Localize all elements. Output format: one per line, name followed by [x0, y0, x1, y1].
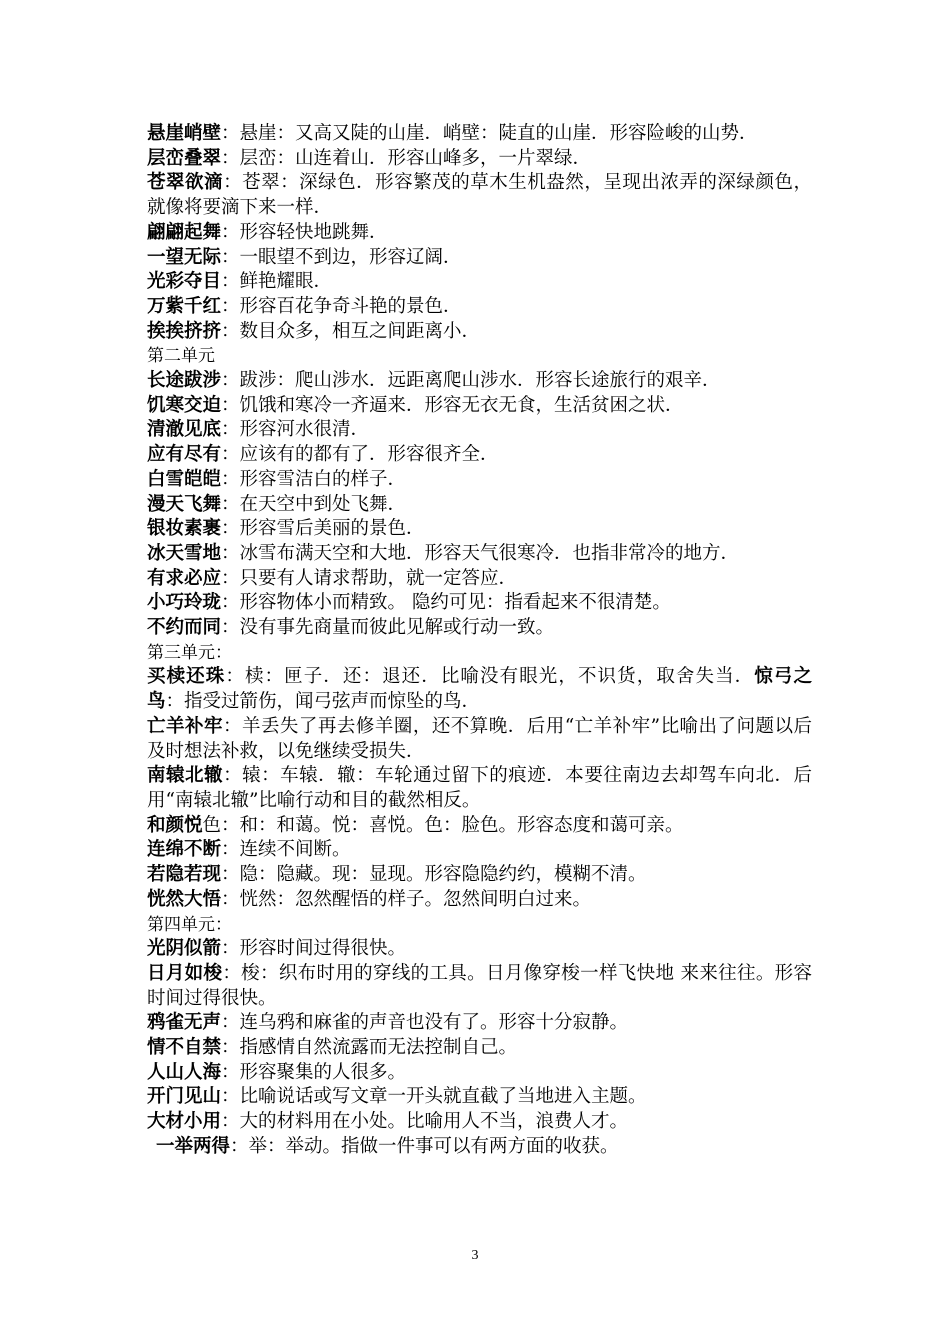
idiom-term: 小巧玲珑	[147, 592, 222, 614]
unit-heading: 第二单元	[147, 346, 215, 367]
idiom-entry	[147, 715, 812, 764]
idiom-term: 光阴似箭	[147, 938, 222, 960]
separator: ：	[221, 493, 240, 515]
idiom-term: 银妆素裹	[147, 518, 222, 540]
idiom-term: 连绵不断	[147, 839, 222, 861]
idiom-definition: 指受过箭伤，闻弓弦声而惊坠的鸟．	[184, 691, 481, 713]
idiom-definition: 恍然：忽然醒悟的样子。忽然间明白过来。	[239, 888, 592, 910]
idiom-definition: 跋涉：爬山涉水．远距离爬山涉水．形容长途旅行的艰辛．	[239, 370, 721, 392]
idiom-definition: 形容时间过得很快。	[239, 938, 407, 960]
idiom-definition: 层峦：山连着山．形容山峰多，一片翠绿．	[239, 147, 592, 169]
idiom-entry	[147, 320, 812, 345]
idiom-term: 悬崖峭壁	[147, 123, 222, 144]
separator: ：	[221, 320, 240, 342]
idiom-definition: 隐：隐藏。现：显现。形容隐隐约约，模糊不清。	[239, 864, 647, 886]
idiom-entry	[147, 443, 812, 468]
idiom-term: 光彩夺目	[147, 271, 222, 293]
idiom-term: 亡羊补牢	[147, 715, 223, 737]
idiom-entry	[147, 567, 812, 592]
idiom-term: 万紫千红	[147, 295, 222, 317]
idiom-definition: 应该有的都有了．形容很齐全．	[239, 444, 499, 466]
idiom-entry	[147, 937, 812, 962]
separator: ：	[225, 666, 245, 688]
idiom-definition: 形容百花争奇斗艳的景色．	[239, 295, 462, 317]
idiom-term: 长途跋涉	[147, 370, 222, 392]
separator: ：	[221, 147, 240, 169]
idiom-entry	[147, 369, 812, 394]
idiom-entry	[147, 665, 812, 714]
idiom-entry	[147, 221, 812, 246]
idiom-definition: 形容聚集的人很多。	[239, 1061, 407, 1083]
page-number: 3	[471, 1248, 479, 1263]
idiom-term: 和颜悦	[147, 814, 203, 836]
separator: ：	[221, 1012, 240, 1034]
idiom-term: 应有尽有	[147, 444, 222, 466]
idiom-definition: 羊丢失了再去修羊圈，还不算晚．后用“亡羊补牢”比喻出了问题以后及时想法补救，以免继续受损失．	[147, 715, 812, 762]
separator: ：	[221, 617, 240, 639]
separator: ：	[221, 444, 240, 466]
idiom-entry	[147, 517, 812, 542]
idiom-term: 人山人海	[147, 1061, 222, 1083]
idiom-entry	[147, 764, 812, 813]
idiom-definition: 指感情自然流露而无法控制自己。	[239, 1037, 518, 1059]
idiom-definition: 连乌鸦和麻雀的声音也没有了。形容十分寂静。	[239, 1012, 629, 1034]
idiom-definition: 形容雪后美丽的景色．	[239, 518, 425, 540]
separator: ：	[221, 1061, 240, 1083]
idiom-definition: 大的材料用在小处。比喻用人不当，浪费人才。	[239, 1111, 629, 1133]
idiom-definition: 比喻说话或写文章一开头就直截了当地进入主题。	[239, 1086, 647, 1108]
separator: ：	[221, 542, 240, 564]
idiom-term: 鸦雀无声	[147, 1012, 222, 1034]
idiom-definition: 形容河水很清．	[239, 419, 370, 441]
idiom-entry	[147, 838, 812, 863]
idiom-term: 恍然大悟	[147, 888, 222, 910]
separator: ：	[221, 888, 240, 910]
idiom-term: 有求必应	[147, 567, 222, 589]
idiom-term: 层峦叠翠	[147, 147, 222, 169]
separator: ：	[223, 172, 243, 194]
idiom-entry	[147, 962, 812, 1011]
idiom-definition: 一眼望不到边，形容辽阔．	[239, 246, 462, 268]
idiom-entry	[147, 863, 812, 888]
idiom-term: 冰天雪地	[147, 542, 222, 564]
idiom-definition: 没有事先商量而彼此见解或行动一致。	[239, 617, 555, 639]
idiom-definition: 鲜艳耀眼．	[239, 271, 333, 293]
idiom-definition: 只要有人请求帮助，就一定答应．	[239, 567, 518, 589]
idiom-entry	[147, 1085, 812, 1110]
idiom-entry	[147, 418, 812, 443]
idiom-term: 惊弓之鸟	[147, 666, 812, 713]
separator: ：	[221, 419, 240, 441]
idiom-term: 白雪皑皑	[147, 468, 222, 490]
idiom-entry	[147, 493, 812, 518]
idiom-entry	[147, 394, 812, 419]
separator: ：	[221, 567, 240, 589]
idiom-term: 日月如梭	[147, 962, 223, 984]
idiom-entry	[147, 246, 812, 271]
idiom-term: 饥寒交迫	[147, 394, 222, 416]
separator: ：	[222, 715, 242, 737]
idiom-term: 苍翠欲滴	[147, 172, 224, 194]
idiom-definition: 形容轻快地跳舞．	[239, 221, 388, 243]
separator: ：	[221, 1111, 240, 1133]
idiom-definition: 饥饿和寒冷一齐逼来．形容无衣无食，生活贫困之状．	[239, 394, 684, 416]
separator: ：	[221, 592, 240, 614]
idiom-entry	[147, 1135, 812, 1160]
idiom-term: 大材小用	[147, 1111, 222, 1133]
unit-heading: 第四单元：	[147, 914, 232, 935]
idiom-definition: 形容雪洁白的样子．	[239, 468, 407, 490]
idiom-definition: 举：举动。指做一件事可以有两方面的收获。	[248, 1135, 619, 1157]
idiom-definition: 悬崖：又高又陡的山崖．峭壁：陡直的山崖．形容险峻的山势．	[239, 123, 758, 144]
separator: ：	[221, 295, 240, 317]
separator: ：	[221, 394, 240, 416]
idiom-entry	[147, 888, 812, 913]
separator: ：	[221, 839, 240, 861]
unit-heading: 第三单元：	[147, 642, 232, 663]
idiom-term: 情不自禁	[147, 1037, 222, 1059]
idiom-definition: 冰雪布满天空和大地．形容天气很寒冷．也指非常冷的地方．	[239, 542, 740, 564]
idiom-entry	[147, 1061, 812, 1086]
separator: ：	[221, 271, 240, 293]
idiom-entry	[147, 591, 812, 616]
idiom-entry	[147, 542, 812, 567]
idiom-entry	[147, 270, 812, 295]
idiom-entry	[147, 1110, 812, 1135]
idiom-definition: 辕：车辕．辙：车轮通过留下的痕迹．本要往南边去却驾车向北．后用“南辕北辙”比喻行动和目的截然相反。	[147, 765, 812, 811]
idiom-term: 若隐若现	[147, 864, 222, 886]
idiom-definition: 数目众多，相互之间距离小．	[239, 320, 481, 342]
separator: ：	[221, 1086, 240, 1108]
separator: ：	[223, 765, 243, 787]
separator: ：	[230, 1135, 249, 1157]
separator: ：	[221, 246, 240, 268]
idiom-entry	[147, 147, 812, 172]
idiom-term: 一举两得	[156, 1135, 231, 1157]
vocabulary-list	[147, 122, 812, 1160]
idiom-entry	[147, 1036, 812, 1061]
idiom-term: 不约而同	[147, 617, 222, 639]
idiom-term: 南辕北辙	[147, 765, 224, 787]
idiom-term: 清澈见底	[147, 419, 222, 441]
idiom-definition: 椟：匣子．还：退还．比喻没有眼光，不识货，取舍失当．	[244, 666, 755, 688]
separator: ：	[221, 1037, 240, 1059]
separator: ：	[221, 938, 240, 960]
idiom-entry	[147, 171, 812, 220]
separator: ：	[221, 123, 240, 144]
idiom-entry	[147, 616, 812, 641]
idiom-entry	[147, 122, 812, 147]
idiom-term: 漫天飞舞	[147, 493, 222, 515]
idiom-term: 挨挨挤挤	[147, 320, 222, 342]
separator: ：	[222, 962, 242, 984]
separator: ：	[221, 864, 240, 886]
idiom-term: 买椟还珠	[147, 666, 226, 688]
separator: ：	[165, 691, 185, 713]
idiom-entry	[147, 295, 812, 320]
idiom-definition: 在天空中到处飞舞．	[239, 493, 407, 515]
separator: ：	[221, 221, 240, 243]
idiom-definition: 梭：织布时用的穿线的工具。日月像穿梭一样飞快地 来来往往。形容时间过得很快。	[147, 962, 812, 1009]
idiom-entry	[147, 1011, 812, 1036]
idiom-definition: 苍翠：深绿色．形容繁茂的草木生机盎然，呈现出浓弄的深绿颜色，就像将要滴下来一样．	[147, 172, 812, 219]
idiom-definition: 色：和：和蔼。悦：喜悦。色：脸色。形容态度和蔼可亲。	[202, 814, 684, 836]
separator: ：	[221, 518, 240, 540]
idiom-term: 翩翩起舞	[147, 221, 222, 243]
idiom-definition: 形容物体小而精致。 隐约可见：指看起来不很清楚。	[239, 592, 671, 614]
separator: ：	[221, 370, 240, 392]
idiom-entry	[147, 468, 812, 493]
idiom-definition: 连续不间断。	[239, 839, 351, 861]
idiom-entry	[147, 814, 812, 839]
idiom-term: 开门见山	[147, 1086, 222, 1108]
idiom-term: 一望无际	[147, 246, 222, 268]
separator: ：	[221, 468, 240, 490]
